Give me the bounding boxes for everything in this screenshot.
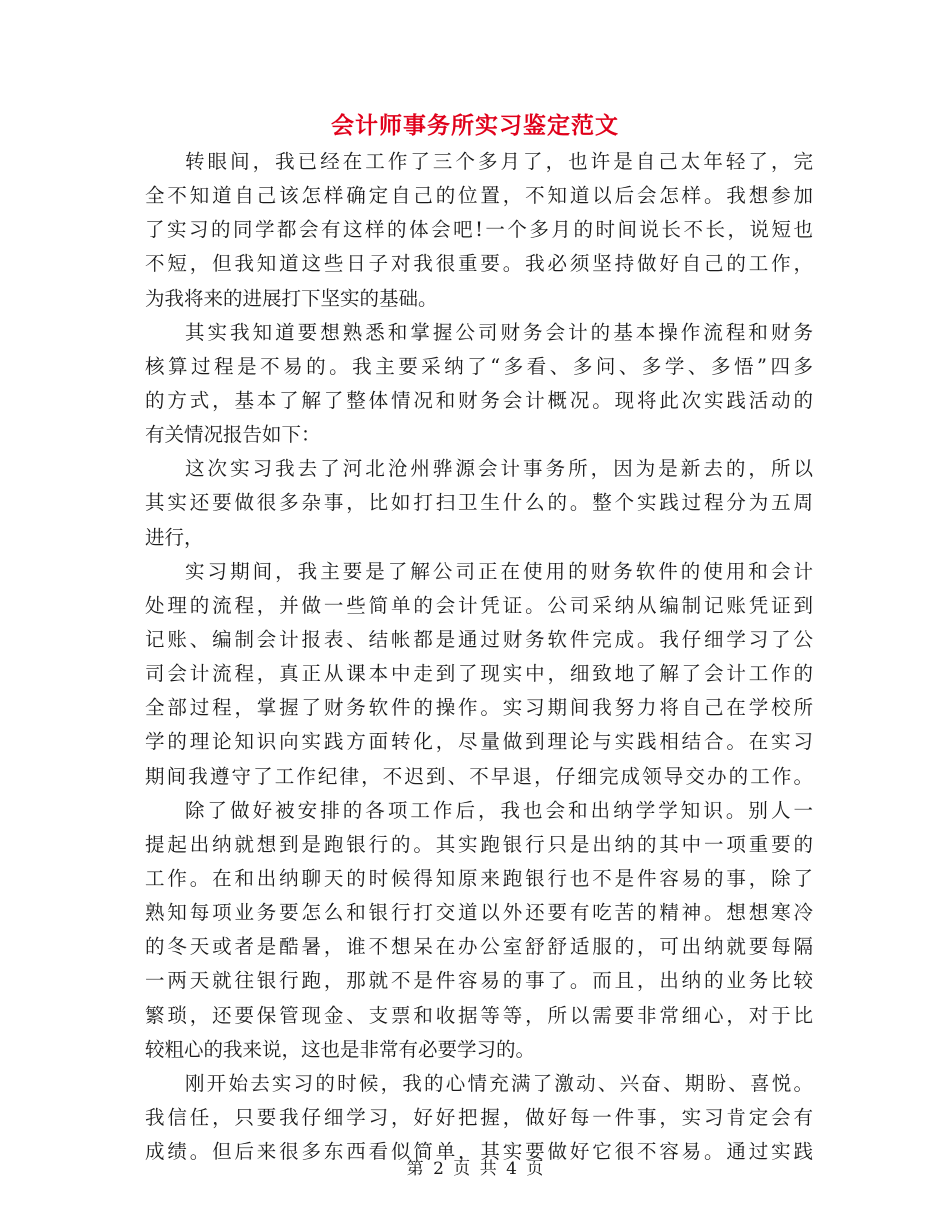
paragraph-line: 其实我知道要想熟悉和掌握公司财务会计的基本操作流程和财务 xyxy=(185,320,813,344)
paragraph-line: 提起出纳就想到是跑银行的。其实跑银行只是出纳的其中一项重要的 xyxy=(145,832,813,856)
document-body xyxy=(145,145,813,1169)
paragraph-line: 期间我遵守了工作纪律，不迟到、不早退，仔细完成领导交办的工作。 xyxy=(145,764,813,788)
paragraph-line: 处理的流程，并做一些简单的会计凭证。公司采纳从编制记账凭证到 xyxy=(145,593,813,617)
paragraph-line: 我信任，只要我仔细学习，好好把握，做好每一件事，实习肯定会有 xyxy=(145,1105,813,1129)
document-title: 会计师事务所实习鉴定范文 xyxy=(331,112,619,139)
paragraph-line: 记账、编制会计报表、结帐都是通过财务软件完成。我仔细学习了公 xyxy=(145,627,813,651)
paragraph-line: 为我将来的进展打下坚实的基础。 xyxy=(145,286,438,310)
paragraph-line: 转眼间，我已经在工作了三个多月了，也许是自己太年轻了，完 xyxy=(185,150,813,173)
paragraph-line: 全不知道自己该怎样确定自己的位置，不知道以后会怎样。我想参加 xyxy=(145,184,813,208)
paragraph-line: 的方式，基本了解了整体情况和财务会计概况。现将此次实践活动的 xyxy=(145,388,813,412)
paragraph-line: 繁琐，还要保管现金、支票和收据等等，所以需要非常细心，对于比 xyxy=(145,1003,813,1027)
paragraph-line: 全部过程，掌握了财务软件的操作。实习期间我努力将自己在学校所 xyxy=(145,696,813,720)
paragraph-line: 一两天就往银行跑，那就不是件容易的事了。而且，出纳的业务比较 xyxy=(145,969,813,993)
paragraph-line: 的冬天或者是酷暑，谁不想呆在办公室舒舒适服的，可出纳就要每隔 xyxy=(145,935,813,959)
paragraph-line: 较粗心的我来说，这也是非常有必要学习的。 xyxy=(145,1037,536,1061)
paragraph-line: 有关情况报告如下： xyxy=(145,423,321,447)
paragraph-line: 核算过程是不易的。我主要采纳了“多看、多问、多学、多悟”四多 xyxy=(145,354,813,378)
paragraph-line: 进行， xyxy=(145,525,204,549)
paragraph-line: 司会计流程，真正从课本中走到了现实中，细致地了解了会计工作的 xyxy=(145,662,813,686)
paragraph-line: 成绩。但后来很多东西看似简单，其实要做好它很不容易。通过实践 xyxy=(145,1140,813,1164)
paragraph-line: 学的理论知识向实践方面转化，尽量做到理论与实践相结合。在实习 xyxy=(145,730,813,754)
paragraph-line: 其实还要做很多杂事，比如打扫卫生什么的。整个实践过程分为五周 xyxy=(145,491,813,515)
paragraph-line: 工作。在和出纳聊天的时候得知原来跑银行也不是件容易的事，除了 xyxy=(145,866,813,890)
paragraph-line: 刚开始去实习的时候，我的心情充满了激动、兴奋、期盼、喜悦。 xyxy=(185,1071,813,1095)
paragraph-line: 除了做好被安排的各项工作后，我也会和出纳学学知识。别人一 xyxy=(185,798,813,822)
paragraph-line: 这次实习我去了河北沧州骅源会计事务所，因为是新去的，所以 xyxy=(185,457,813,481)
paragraph-line: 了实习的同学都会有这样的体会吧!一个多月的时间说长不长，说短也 xyxy=(145,218,813,242)
paragraph-line: 熟知每项业务要怎么和银行打交道以外还要有吃苦的精神。想想寒冷 xyxy=(145,901,813,925)
paragraph-line: 不短，但我知道这些日子对我很重要。我必须坚持做好自己的工作， xyxy=(145,252,813,276)
paragraph-line: 实习期间，我主要是了解公司正在使用的财务软件的使用和会计 xyxy=(185,559,813,583)
page-footer: 第 2 页 共 4 页 xyxy=(406,1159,544,1179)
